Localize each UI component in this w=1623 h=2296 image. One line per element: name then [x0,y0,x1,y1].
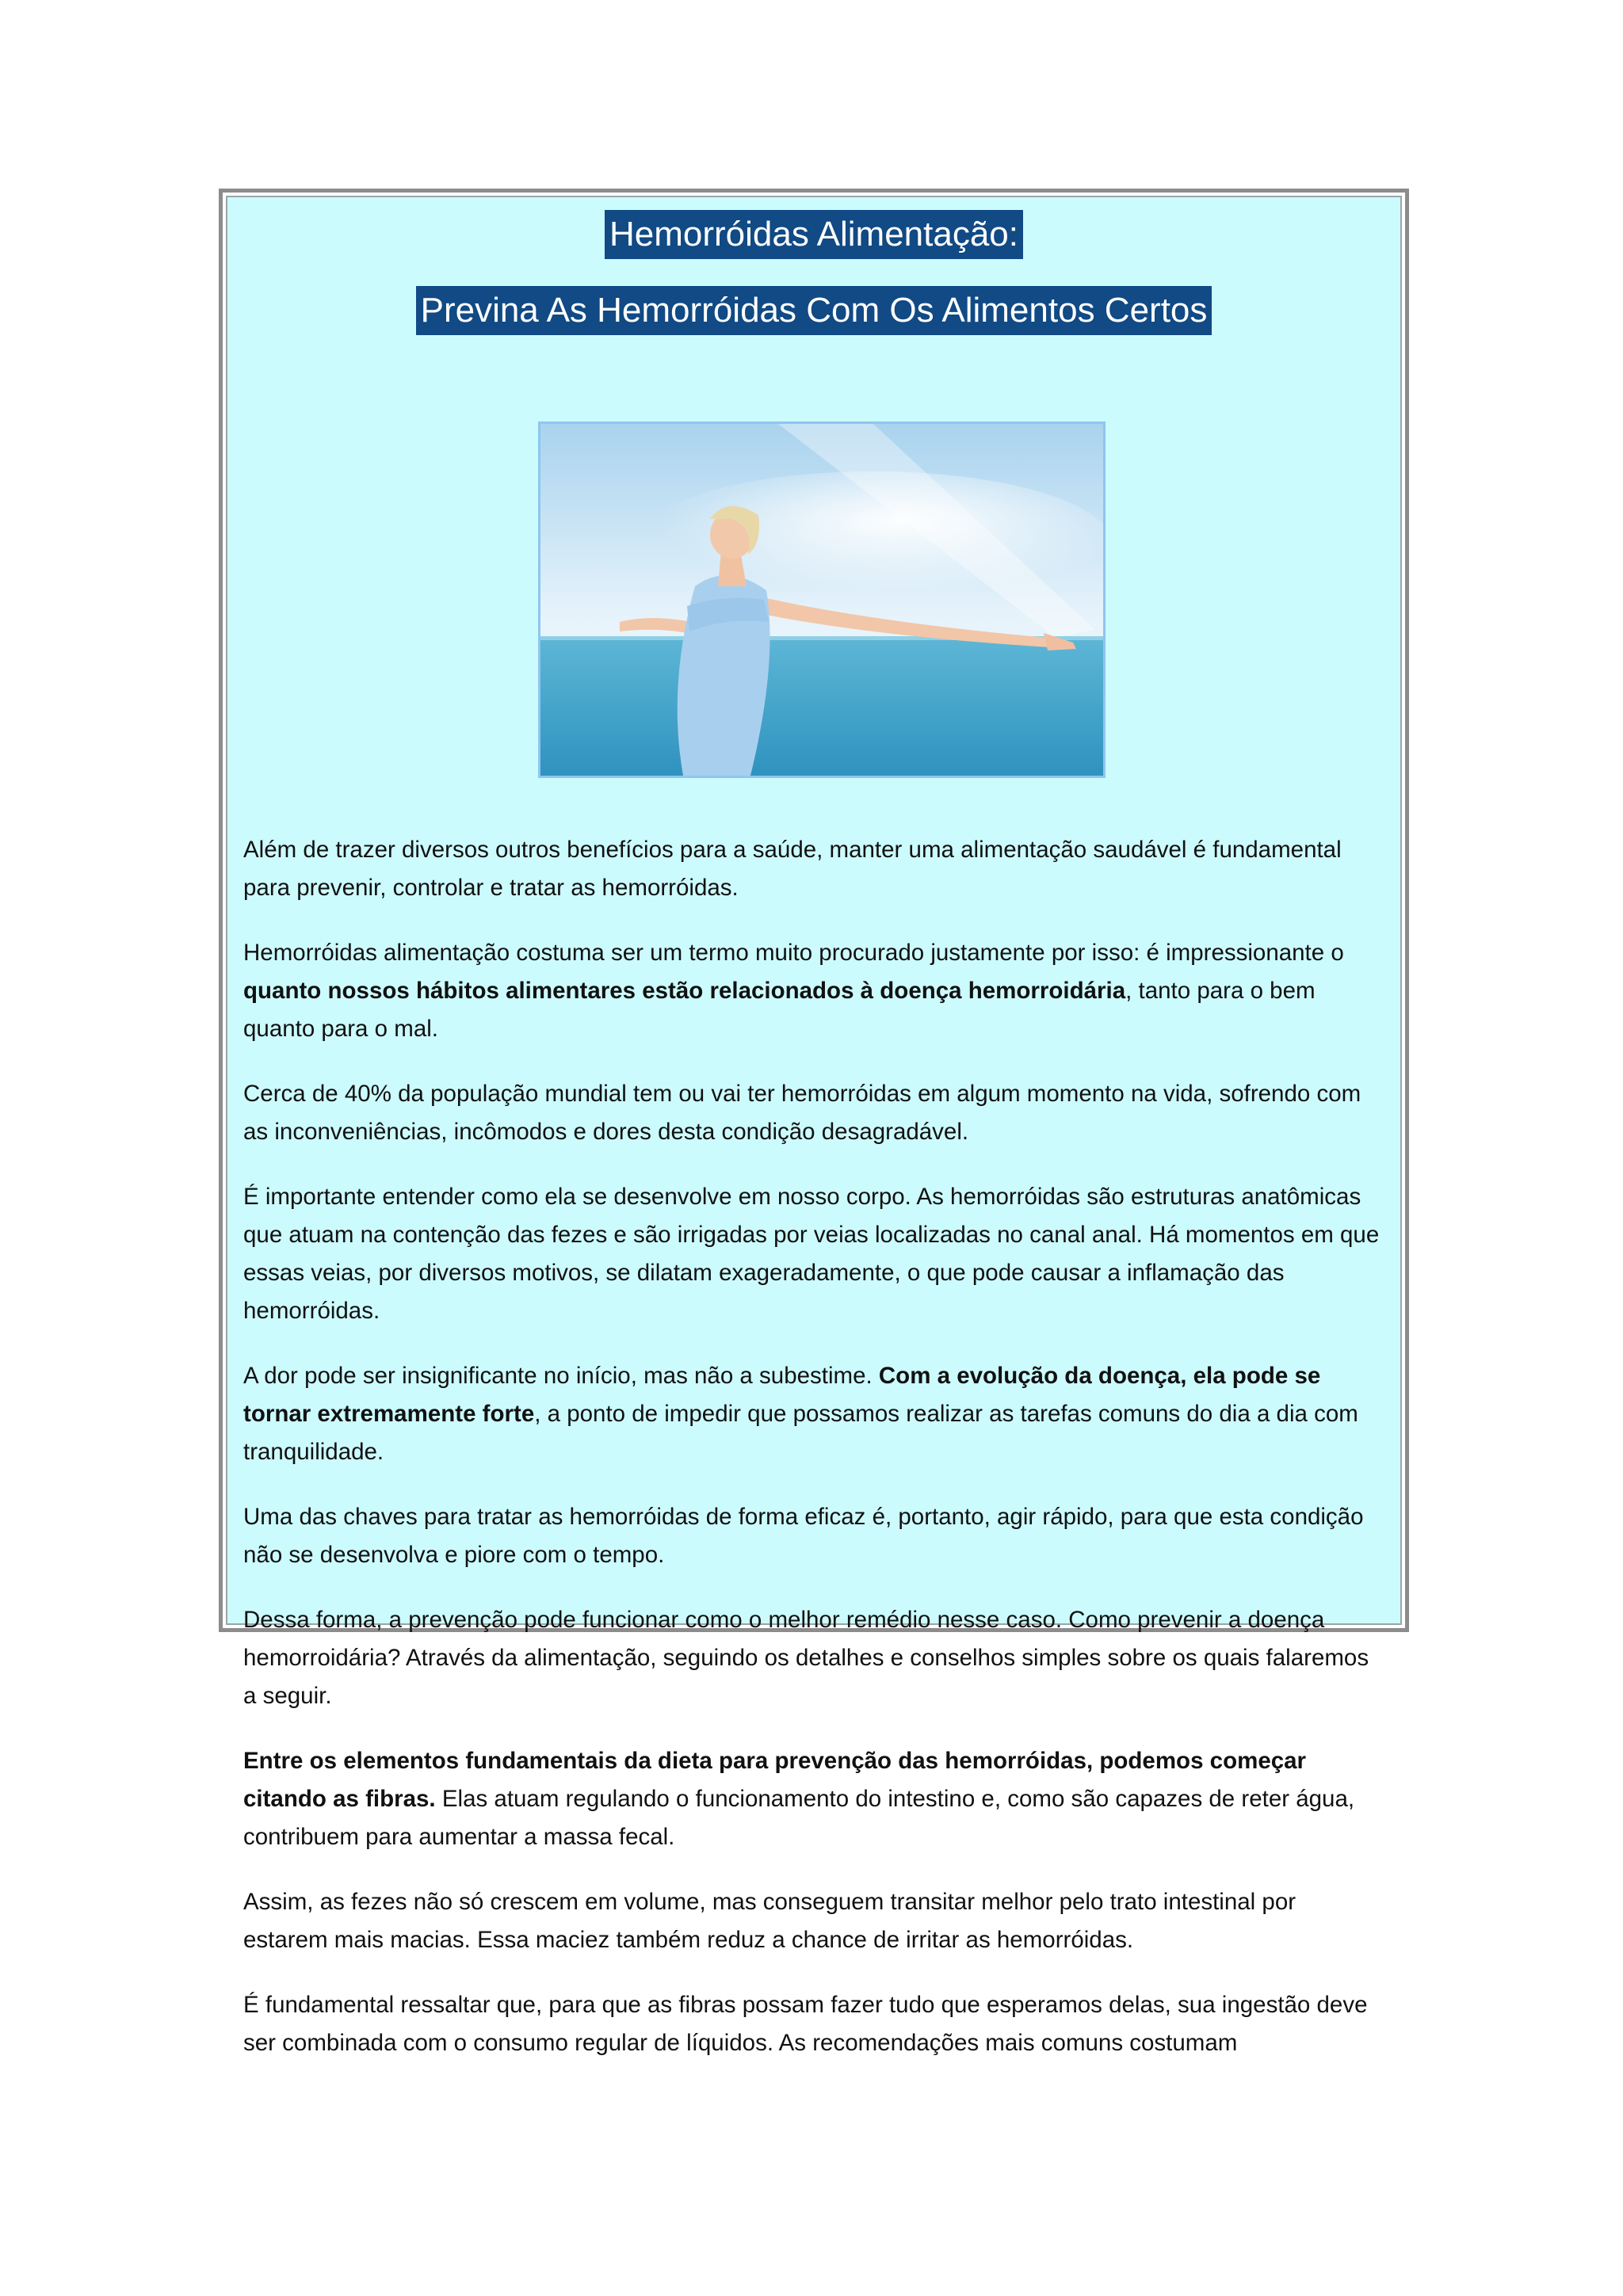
document-frame [219,189,1409,2056]
content-panel [226,196,1402,2056]
paragraph-text: A dor pode ser insignificante no início, mas não a subestime. [243,1363,879,1389]
paragraph-text: Dessa forma, a prevenção pode funcionar como o melhor remédio nesse caso. Como prevenir a doença hemorroidária? Através da alimentação, seguindo os detalhes e conselhos simples sobre os quais falaremos a seguir. [243,1607,1369,1709]
paragraph-text: Elas atuam regulando o funcionamento do intestino e, como são capazes de reter água, contribuem para aumentar a massa fecal. [243,1786,1355,1850]
paragraph-text: Hemorróidas alimentação costuma ser um termo muito procurado justamente por isso: é impressionante o [243,940,1344,966]
photo-illustration [540,424,1103,776]
woman-arms-open-by-sea-photo [538,421,1106,778]
paragraph [243,1883,1384,1959]
paragraph-text: Assim, as fezes não só crescem em volume, mas conseguem transitar melhor pelo trato intestinal por estarem mais macias. Essa maciez também reduz a chance de irritar as hemorróidas. [243,1889,1296,1953]
paragraph-text: , tanto para o bem quanto para o mal. [243,978,1316,1042]
paragraph [243,1742,1384,1856]
paragraph [243,1357,1384,1471]
bold-text: quanto nossos hábitos alimentares estão relacionados à doença hemorroidária [243,978,1126,1004]
paragraph [243,934,1384,1048]
paragraph-text: Além de trazer diversos outros benefícios para a saúde, manter uma alimentação saudável é fundamental para prevenir, controlar e tratar as hemorróidas. [243,837,1342,901]
paragraph-text: É fundamental ressaltar que, para que as fibras possam fazer tudo que esperamos delas, sua ingestão deve ser combinada com o consumo regular de líquidos. As recomendações mais comuns costumam [243,1992,1368,2056]
paragraph-text: Cerca de 40% da população mundial tem ou vai ter hemorróidas em algum momento na vida, sofrendo com as inconveniências, incômodos e dores desta condição desagradável. [243,1081,1361,1145]
title-line-2: Previna As Hemorróidas Com Os Alimentos Certos [416,286,1212,335]
title-line-1: Hemorróidas Alimentação: [605,210,1023,259]
bold-text: Com a evolução da doença, ela pode se tornar extremamente forte [243,1363,1321,1427]
paragraph [243,1986,1384,2062]
article-body [243,831,1384,2089]
paragraph [243,1498,1384,1574]
paragraph [243,1601,1384,1715]
paragraph [243,1075,1384,1151]
paragraph [243,1178,1384,1330]
paragraph [243,831,1384,907]
paragraph-text: É importante entender como ela se desenvolve em nosso corpo. As hemorróidas são estruturas anatômicas que atuam na contenção das fezes e são irrigadas por veias localizadas no canal anal. Há momentos em que essas veias, por diversos motivos, se dilatam exageradamente, o que pode causar a inflamação das hemorróidas. [243,1184,1380,1324]
page-title [227,210,1400,259]
page-subtitle [227,286,1400,335]
bold-text: Entre os elementos fundamentais da dieta para prevenção das hemorróidas, podemos começar citando as fibras. [243,1748,1307,1812]
paragraph-text: , a ponto de impedir que possamos realizar as tarefas comuns do dia a dia com tranquilidade. [243,1401,1358,1465]
paragraph-text: Uma das chaves para tratar as hemorróidas de forma eficaz é, portanto, agir rápido, para que esta condição não se desenvolva e piore com o tempo. [243,1504,1364,1568]
